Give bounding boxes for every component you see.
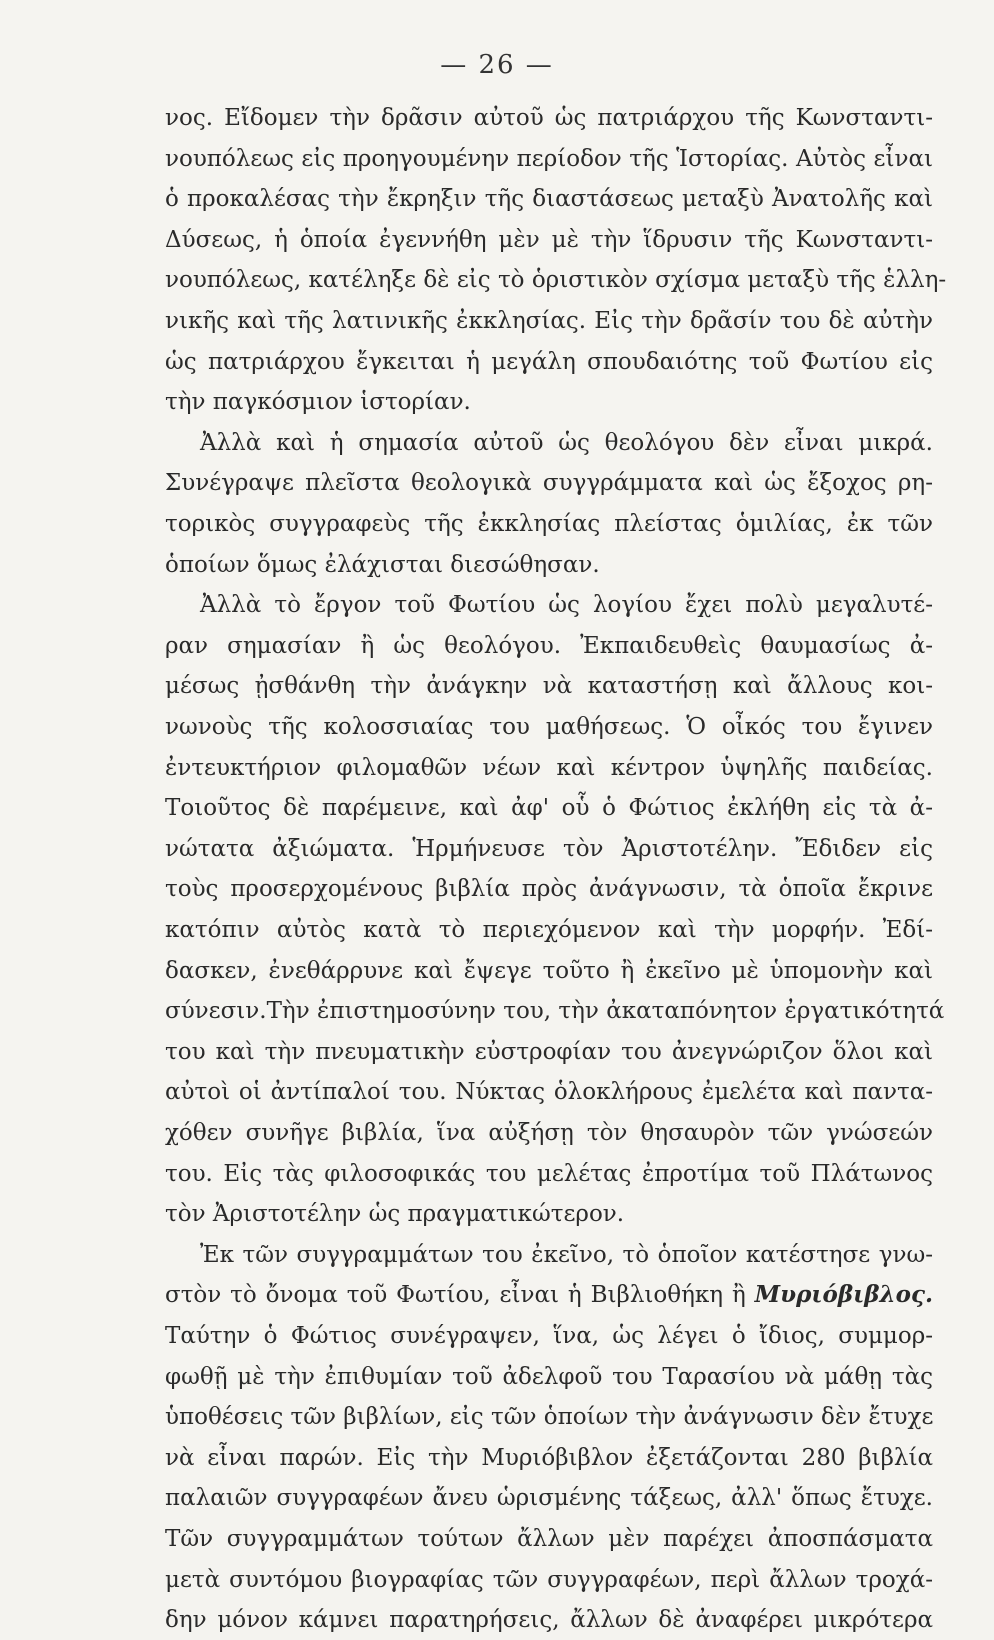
text-line bbox=[165, 301, 933, 341]
text-line bbox=[165, 139, 933, 179]
text-line bbox=[165, 98, 933, 138]
text-line bbox=[200, 1235, 933, 1275]
text-line bbox=[165, 260, 947, 300]
text-line bbox=[165, 1032, 933, 1072]
text-line-content: παλαιῶν συγγραφέων ἄνευ ὡρισμένης τάξεως, ἀλλ' ὅπως ἔτυχε. bbox=[165, 1485, 933, 1511]
text-line-content: ὁ προκαλέσας τὴν ἔκρηξιν τῆς διαστάσεως μεταξὺ Ἀνατολῆς καὶ bbox=[165, 186, 933, 212]
text-line-content: Ἀλλὰ τὸ ἔργον τοῦ Φωτίου ὡς λογίου ἔχει πολὺ μεγαλυτέ- bbox=[200, 592, 933, 618]
text-line bbox=[200, 423, 933, 463]
text-line-content: μέσως ᾐσθάνθη τὴν ἀνάγκην νὰ καταστήσῃ καὶ ἄλλους κοι- bbox=[165, 673, 933, 699]
text-line-content: ὡς πατριάρχου ἔγκειται ἡ μεγάλη σπουδαιότης τοῦ Φωτίου εἰς bbox=[165, 349, 933, 375]
text-line-content: μετὰ συντόμου βιογραφίας τῶν συγγραφέων, περὶ ἄλλων τροχά- bbox=[165, 1567, 933, 1593]
text-line bbox=[165, 382, 933, 422]
text-line bbox=[165, 951, 933, 991]
text-line bbox=[165, 545, 933, 585]
text-line-content: χόθεν συνῆγε βιβλία, ἵνα αὐξήσῃ τὸν θησαυρὸν τῶν γνώσεών bbox=[165, 1120, 933, 1146]
text-line-content: Ταύτην ὁ Φώτιος συνέγραψεν, ἵνα, ὡς λέγει ὁ ἴδιος, συμμορ- bbox=[165, 1323, 933, 1349]
text-line bbox=[165, 1600, 933, 1640]
text-line-content: ὁποίων ὅμως ἐλάχισται διεσώθησαν. bbox=[165, 552, 600, 578]
text-line-content: νὰ εἶναι παρών. Εἰς τὴν Μυριόβιβλον ἐξετάζονται 280 βιβλία bbox=[165, 1445, 933, 1471]
text-line bbox=[165, 707, 933, 747]
text-line bbox=[165, 1072, 933, 1112]
text-line bbox=[165, 991, 945, 1031]
text-line bbox=[165, 1397, 933, 1437]
text-line bbox=[200, 585, 933, 625]
text-line bbox=[165, 829, 933, 869]
text-line-content: νώτατα ἀξιώματα. Ἡρμήνευσε τὸν Ἀριστοτέλην. Ἔδιδεν εἰς bbox=[165, 836, 933, 862]
text-line-content: αὐτοὶ οἱ ἀντίπαλοί του. Νύκτας ὁλοκλήρους ἐμελέτα καὶ παντα- bbox=[165, 1079, 933, 1105]
text-line bbox=[165, 910, 933, 950]
text-line bbox=[165, 1560, 933, 1600]
text-line-content: του καὶ τὴν πνευματικὴν εὐστροφίαν του ἀνεγνώριζον ὅλοι καὶ bbox=[165, 1039, 933, 1065]
text-line bbox=[165, 788, 933, 828]
text-line-content: Ἀλλὰ καὶ ἡ σημασία αὐτοῦ ὡς θεολόγου δὲν εἶναι μικρά. bbox=[200, 430, 933, 456]
text-line bbox=[165, 504, 933, 544]
text-line bbox=[165, 666, 933, 706]
text-line-content: Τοιοῦτος δὲ παρέμεινε, καὶ ἀφ' οὗ ὁ Φώτιος ἐκλήθη εἰς τὰ ἀ- bbox=[165, 795, 933, 821]
text-line-content: δην μόνον κάμνει παρατηρήσεις, ἄλλων δὲ ἀναφέρει μικρότερα bbox=[165, 1607, 933, 1633]
text-line bbox=[165, 1357, 933, 1397]
text-line-content: του. Εἰς τὰς φιλοσοφικάς του μελέτας ἐπροτίμα τοῦ Πλάτωνος bbox=[165, 1161, 933, 1187]
text-line-content: νουπόλεως, κατέληξε δὲ εἰς τὸ ὁριστικὸν σχίσμα μεταξὺ τῆς ἑλλη- bbox=[165, 267, 947, 293]
text-line-content: ραν σημασίαν ἢ ὡς θεολόγου. Ἐκπαιδευθεὶς θαυμασίως ἀ- bbox=[165, 633, 933, 659]
text-line-content: Δύσεως, ἡ ὁποία ἐγεννήθη μὲν μὲ τὴν ἵδρυσιν τῆς Κωνσταντι- bbox=[165, 227, 933, 253]
text-line bbox=[165, 342, 933, 382]
text-line-content: σύνεσιν.Τὴν ἐπιστημοσύνην του, τὴν ἀκαταπόνητον ἐργατικότητά bbox=[165, 998, 945, 1024]
text-line-content: κατόπιν αὐτὸς κατὰ τὸ περιεχόμενον καὶ τὴν μορφήν. Ἐδί- bbox=[165, 917, 933, 943]
text-line bbox=[165, 626, 933, 666]
text-line-content: τοὺς προσερχομένους βιβλία πρὸς ἀνάγνωσιν, τὰ ὁποῖα ἔκρινε bbox=[165, 876, 933, 902]
text-line-content: στὸν τὸ ὄνομα τοῦ Φωτίου, εἶναι ἡ Βιβλιοθήκη ἢ bbox=[165, 1282, 746, 1308]
text-line bbox=[165, 869, 933, 909]
text-line-content: ἐντευκτήριον φιλομαθῶν νέων καὶ κέντρον ὑψηλῆς παιδείας. bbox=[165, 755, 933, 781]
text-line bbox=[165, 1478, 933, 1518]
text-line-content: νωνοὺς τῆς κολοσσιαίας του μαθήσεως. Ὁ οἶκός του ἔγινεν bbox=[165, 714, 933, 740]
text-line-content: νος. Εἴδομεν τὴν δρᾶσιν αὐτοῦ ὡς πατριάρχου τῆς Κωνσταντι- bbox=[165, 105, 933, 131]
text-line bbox=[165, 1113, 933, 1153]
text-line bbox=[165, 1519, 933, 1559]
page-number: — 26 — bbox=[440, 50, 554, 80]
text-line bbox=[165, 1438, 933, 1478]
text-line-content: τὴν παγκόσμιον ἱστορίαν. bbox=[165, 389, 471, 415]
text-line-content: Ἐκ τῶν συγγραμμάτων του ἐκεῖνο, τὸ ὁποῖον κατέστησε γνω- bbox=[200, 1242, 933, 1268]
text-line-content: τὸν Ἀριστοτέλην ὡς πραγματικώτερον. bbox=[165, 1201, 625, 1227]
text-line bbox=[165, 1194, 933, 1234]
text-line-content: νουπόλεως εἰς προηγουμένην περίοδον τῆς Ἱστορίας. Αὐτὸς εἶναι bbox=[165, 146, 933, 172]
text-line-content: φωθῇ μὲ τὴν ἐπιθυμίαν τοῦ ἀδελφοῦ του Ταρασίου νὰ μάθῃ τὰς bbox=[165, 1364, 933, 1390]
text-line-content: ὑποθέσεις τῶν βιβλίων, εἰς τῶν ὁποίων τὴν ἀνάγνωσιν δὲν ἔτυχε bbox=[165, 1404, 934, 1430]
text-line bbox=[165, 220, 933, 260]
text-line-content: Τῶν συγγραμμάτων τούτων ἄλλων μὲν παρέχει ἀποσπάσματα bbox=[165, 1526, 933, 1552]
text-line-content: νικῆς καὶ τῆς λατινικῆς ἐκκλησίας. Εἰς τὴν δρᾶσίν του δὲ αὐτὴν bbox=[165, 308, 933, 334]
text-line bbox=[165, 748, 933, 788]
text-line-content: Συνέγραψε πλεῖστα θεολογικὰ συγγράμματα καὶ ὡς ἔξοχος ρη- bbox=[165, 470, 933, 496]
emphasized-title: Μυριόβιβλος. bbox=[754, 1281, 934, 1308]
text-line bbox=[165, 463, 933, 503]
text-line bbox=[165, 1275, 933, 1315]
text-line-content: δασκεν, ἐνεθάρρυνε καὶ ἔψεγε τοῦτο ἢ ἐκεῖνο μὲ ὑπομονὴν καὶ bbox=[165, 958, 933, 984]
text-line-content: τορικὸς συγγραφεὺς τῆς ἐκκλησίας πλείστας ὁμιλίας, ἐκ τῶν bbox=[165, 511, 933, 537]
text-line bbox=[165, 1154, 933, 1194]
text-line bbox=[165, 1316, 933, 1356]
text-line bbox=[165, 179, 933, 219]
